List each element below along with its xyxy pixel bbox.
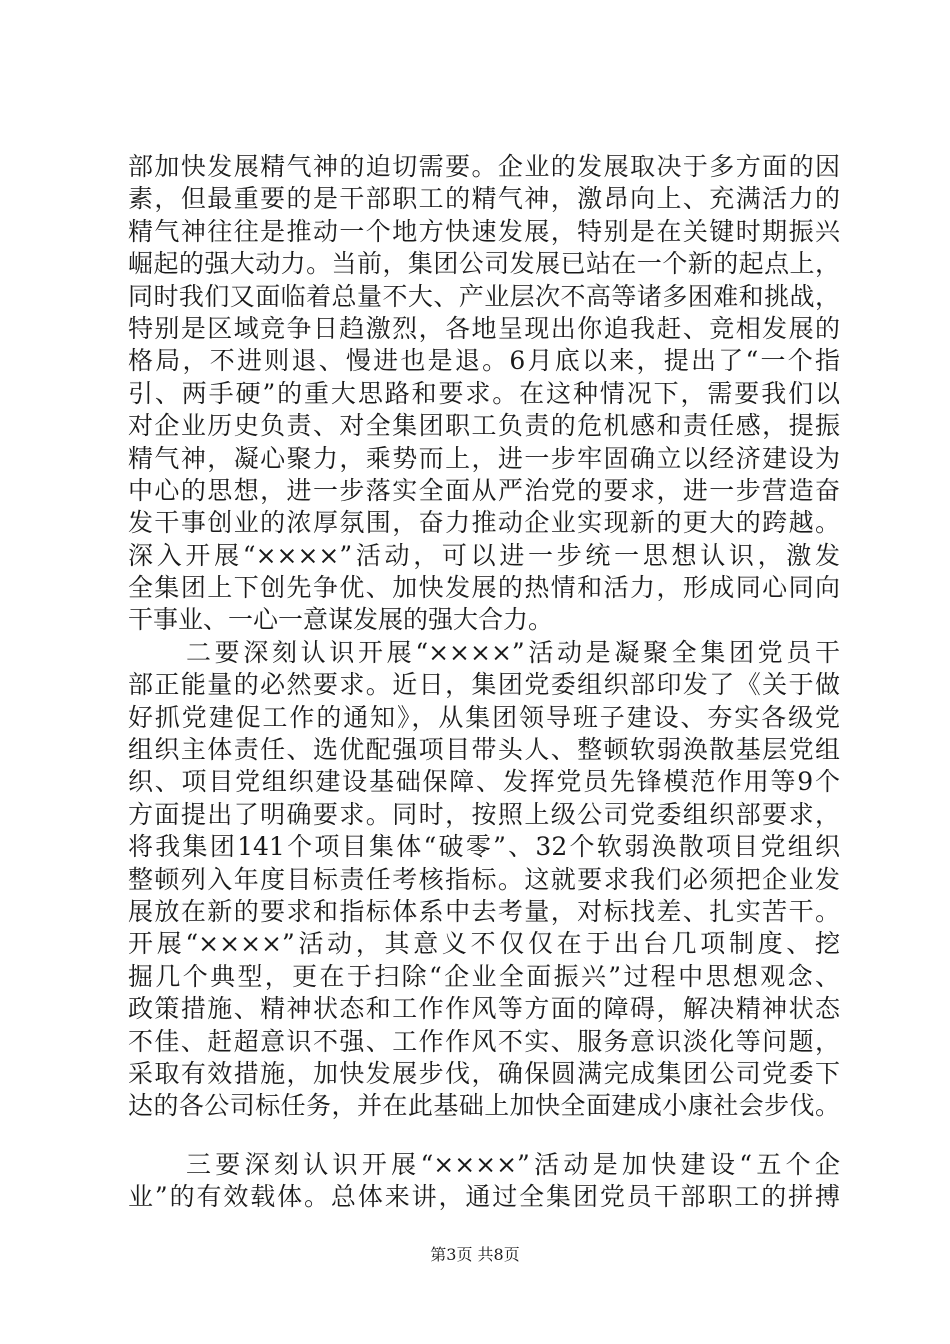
text-line: 精气神，凝心聚力，乘势而上，进一步牢固确立以经济建设为 <box>128 443 840 473</box>
text-line: 全集团上下创先争优、加快发展的热情和活力，形成同心同向 <box>128 573 840 603</box>
text-line: 方面提出了明确要求。同时，按照上级公司党委组织部要求， <box>128 799 840 829</box>
text-line: 引、两手硬”的重大思路和要求。在这种情况下，需要我们以 <box>128 378 840 408</box>
text-line: 不佳、赶超意识不强、工作作风不实、服务意识淡化等问题， <box>128 1026 840 1056</box>
text-line: 整顿列入年度目标责任考核指标。这就要求我们必须把企业发 <box>128 864 840 894</box>
text-line: 深入开展“××××”活动，可以进一步统一思想认识，激发 <box>128 540 840 570</box>
text-line: 织、项目党组织建设基础保障、发挥党员先锋模范作用等9个 <box>128 767 840 797</box>
text-line: 采取有效措施，加快发展步伐，确保圆满完成集团公司党委下 <box>128 1058 840 1088</box>
paragraph-gap <box>128 1123 840 1149</box>
text-line: 将我集团141个项目集体“破零”、32个软弱涣散项目党组织 <box>128 832 840 862</box>
text-line: 政策措施、精神状态和工作作风等方面的障碍，解决精神状态 <box>128 994 840 1024</box>
text-line: 掘几个典型，更在于扫除“企业全面振兴”过程中思想观念、 <box>128 961 840 991</box>
text-line: 精气神往往是推动一个地方快速发展，特别是在关键时期振兴 <box>128 216 840 246</box>
text-line: 好抓党建促工作的通知》，从集团领导班子建设、夯实各级党 <box>128 702 840 732</box>
text-line: 部正能量的必然要求。近日，集团党委组织部印发了《关于做 <box>128 670 840 700</box>
text-line: 业”的有效载体。总体来讲，通过全集团党员干部职工的拼搏 <box>128 1182 840 1212</box>
text-line: 格局，不进则退、慢进也是退。6月底以来，提出了“一个指 <box>128 346 840 376</box>
text-line: 崛起的强大动力。当前，集团公司发展已站在一个新的起点上， <box>128 249 840 279</box>
page-number: 第3页 共8页 <box>430 1245 520 1264</box>
text-line: 特别是区域竞争日趋激烈，各地呈现出你追我赶、竞相发展的 <box>128 313 840 343</box>
text-line: 部加快发展精气神的迫切需要。企业的发展取决于多方面的因 <box>128 152 840 181</box>
text-line: 开展“××××”活动，其意义不仅仅在于出台几项制度、挖 <box>128 929 840 959</box>
text-line: 发干事创业的浓厚氛围，奋力推动企业实现新的更大的跨越。 <box>128 508 840 538</box>
text-line: 干事业、一心一意谋发展的强大合力。 <box>128 605 554 635</box>
document-body <box>128 151 840 1214</box>
text-line: 同时我们又面临着总量不大、产业层次不高等诸多困难和挑战， <box>128 281 840 311</box>
text-line: 达的各公司标任务，并在此基础上加快全面建成小康社会步伐。 <box>128 1091 840 1121</box>
paragraph-start: 三要深刻认识开展“××××”活动是加快建设“五个企 <box>186 1149 840 1179</box>
paragraph-start: 二要深刻认识开展“××××”活动是凝聚全集团党员干 <box>186 637 840 667</box>
text-line: 对企业历史负责、对全集团职工负责的危机感和责任感，提振 <box>128 411 840 441</box>
text-line: 素，但最重要的是干部职工的精气神，激昂向上、充满活力的 <box>128 184 840 214</box>
text-line: 组织主体责任、选优配强项目带头人、整顿软弱涣散基层党组 <box>128 735 840 765</box>
text-line: 展放在新的要求和指标体系中去考量，对标找差、扎实苦干。 <box>128 896 840 926</box>
text-line: 中心的思想，进一步落实全面从严治党的要求，进一步营造奋 <box>128 475 840 505</box>
